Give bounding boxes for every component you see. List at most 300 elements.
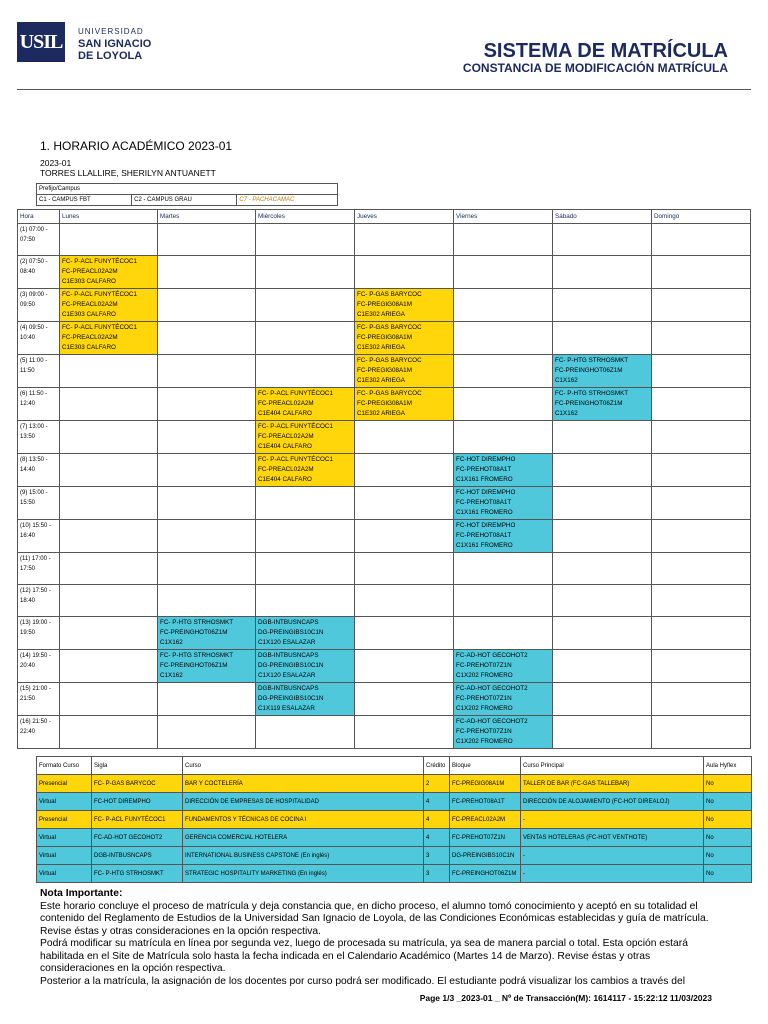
schedule-row xyxy=(18,520,751,553)
class-block-line: FC-PREINGHOT06Z1M xyxy=(160,662,228,669)
class-block-line: FC- P-HTG STRHOSMKT xyxy=(555,357,629,364)
empty-slot xyxy=(256,355,355,388)
empty-slot xyxy=(158,421,256,454)
campus-c2: C2 - CAMPUS GRAU xyxy=(132,195,237,206)
class-block-line: C1X162 xyxy=(160,639,183,646)
empty-slot xyxy=(158,289,256,322)
class-block-line: C1E303 CALFARO xyxy=(62,311,116,318)
class-block-line: C1X202 FROMERO xyxy=(456,705,513,712)
class-block-line: FC-AD-HOT GECOHOT2 xyxy=(456,652,528,659)
empty-slot xyxy=(355,585,454,617)
empty-slot xyxy=(652,585,751,617)
empty-slot xyxy=(454,617,553,650)
course-cell: No xyxy=(704,775,752,793)
course-cell: - xyxy=(521,847,704,865)
empty-slot xyxy=(454,553,553,585)
course-cell: FC-PREGIG08A1M xyxy=(450,775,521,793)
empty-slot xyxy=(158,520,256,553)
class-block-line: FC-PREINGHOT06Z1M xyxy=(555,400,623,407)
empty-slot xyxy=(158,454,256,487)
class-block-line: C1X202 FROMERO xyxy=(456,672,513,679)
course-row xyxy=(37,847,752,865)
course-cell: FC- P-ACL FUNYTÉCOC1 xyxy=(92,811,183,829)
empty-slot xyxy=(158,553,256,585)
course-cell: No xyxy=(704,847,752,865)
empty-slot xyxy=(553,289,652,322)
schedule-header-cell: Sábado xyxy=(553,210,652,224)
empty-slot xyxy=(256,585,355,617)
schedule-grid xyxy=(17,209,751,749)
course-cell: - xyxy=(521,811,704,829)
empty-slot xyxy=(60,520,158,553)
course-cell: TALLER DE BAR (FC-GAS TALLEBAR) xyxy=(521,775,704,793)
page-footer: Page 1/3 _2023-01 _ Nº de Transacción(M): 1614117 - 15:22:12 11/03/2023 xyxy=(419,993,712,1003)
schedule-row xyxy=(18,289,751,322)
empty-slot xyxy=(454,289,553,322)
class-block xyxy=(454,683,553,716)
note-title: Nota Importante: xyxy=(40,888,123,899)
class-block-line: C1X161 FROMERO xyxy=(456,542,513,549)
class-block-line: C1X161 FROMERO xyxy=(456,509,513,516)
class-block xyxy=(60,256,158,289)
empty-slot xyxy=(652,553,751,585)
note-paragraph: Posterior a la matrícula, la asignación de los docentes por curso podrá ser modificado. El estudiante podrá visualizar los cambios a través del xyxy=(40,975,686,987)
empty-slot xyxy=(652,289,751,322)
empty-slot xyxy=(355,256,454,289)
empty-slot xyxy=(652,716,751,749)
empty-slot xyxy=(553,585,652,617)
schedule-row xyxy=(18,553,751,585)
empty-slot xyxy=(355,650,454,683)
logo-line-3: DE LOYOLA xyxy=(78,50,143,62)
class-block xyxy=(256,421,355,454)
schedule-header-cell: Martes xyxy=(158,210,256,224)
class-block xyxy=(256,683,355,716)
empty-slot xyxy=(454,421,553,454)
empty-slot xyxy=(355,454,454,487)
student-name: TORRES LLALLIRE, SHERILYN ANTUANETT xyxy=(40,168,216,178)
class-block-line: C1E404 CALFARO xyxy=(258,476,312,483)
class-block-line: DGB-INTBUSNCAPS xyxy=(258,619,319,626)
course-cell: Virtual xyxy=(37,829,92,847)
empty-slot xyxy=(652,650,751,683)
empty-slot xyxy=(256,487,355,520)
empty-slot xyxy=(553,256,652,289)
schedule-row xyxy=(18,355,751,388)
class-block-line: FC-PREACL02A2M xyxy=(258,400,314,407)
class-block-line: C1E302 ARIEGA xyxy=(357,311,405,318)
class-block-line: FC-PREINGHOT06Z1M xyxy=(160,629,228,636)
class-block-line: FC-PREACL02A2M xyxy=(62,334,118,341)
class-block-line: C1X162 xyxy=(555,410,578,417)
course-row xyxy=(37,775,752,793)
class-block-line: FC-PREGIG08A1M xyxy=(357,334,412,341)
logo-line-2: SAN IGNACIO xyxy=(78,38,152,50)
course-row xyxy=(37,865,752,883)
course-cell: No xyxy=(704,865,752,883)
class-block-line: FC-PREHOT08A1T xyxy=(456,466,512,473)
empty-slot xyxy=(652,224,751,256)
empty-slot xyxy=(60,355,158,388)
class-block-line: FC-PREGIG08A1M xyxy=(357,301,412,308)
course-cell: 4 xyxy=(424,811,450,829)
course-cell: FC- P-HTG STRHOSMKT xyxy=(92,865,183,883)
class-block-line: DGB-INTBUSNCAPS xyxy=(258,652,319,659)
class-block-line: DG-PREINGIBS10C1N xyxy=(258,629,324,636)
empty-slot xyxy=(60,650,158,683)
empty-slot xyxy=(256,520,355,553)
course-cell: FUNDAMENTOS Y TÉCNICAS DE COCINA I xyxy=(183,811,424,829)
course-cell: BAR Y COCTELERÍA xyxy=(183,775,424,793)
class-block-line: FC- P-ACL FUNYTÉCOC1 xyxy=(62,324,137,331)
course-cell: Presencial xyxy=(37,775,92,793)
course-cell: DIRECCIÓN DE ALOJAMIENTO (FC-HOT DIREALOJ) xyxy=(521,793,704,811)
class-block-line: C1E303 CALFARO xyxy=(62,344,116,351)
note-paragraph: Este horario concluye el proceso de matrícula y deja constancia que, en dicho proceso, el alumno tomó conocimiento y aceptó en su totalidad el contenido del Reglamento de Estudios de la Universidad San Ignacio de Loyola, de las Condiciones Económicas establecidas y guía de matrícula. Revise éstas y otras consideraciones en la opción respectiva. xyxy=(40,900,709,937)
empty-slot xyxy=(60,585,158,617)
empty-slot xyxy=(158,683,256,716)
hour-cell: (10) 15:50 - 16:40 xyxy=(18,520,60,553)
empty-slot xyxy=(256,224,355,256)
course-cell: INTERNATIONAL BUSINESS CAPSTONE (En inglés) xyxy=(183,847,424,865)
class-block xyxy=(454,650,553,683)
course-cell: 4 xyxy=(424,829,450,847)
schedule-header-cell: Lunes xyxy=(60,210,158,224)
class-block-line: FC-PREACL02A2M xyxy=(62,268,118,275)
class-block-line: C1X202 FROMERO xyxy=(456,738,513,745)
course-cell: DIRECCIÓN DE EMPRESAS DE HOSPITALIDAD xyxy=(183,793,424,811)
class-block-line: C1X162 xyxy=(160,672,183,679)
empty-slot xyxy=(652,322,751,355)
empty-slot xyxy=(652,683,751,716)
course-cell: Virtual xyxy=(37,793,92,811)
hour-cell: (6) 11:50 - 12:40 xyxy=(18,388,60,421)
campus-header: Prefijo/Campus xyxy=(37,184,338,195)
campus-c1: C1 - CAMPUS FBT xyxy=(37,195,132,206)
course-cell: DG-PREINGIBS10C1N xyxy=(450,847,521,865)
class-block-line: FC- P-GAS BARYCOC xyxy=(357,291,422,298)
empty-slot xyxy=(60,553,158,585)
hour-cell: (12) 17:50 - 18:40 xyxy=(18,585,60,617)
empty-slot xyxy=(256,289,355,322)
empty-slot xyxy=(158,224,256,256)
class-block-line: C1X161 FROMERO xyxy=(456,476,513,483)
class-block xyxy=(355,388,454,421)
course-cell: 2 xyxy=(424,775,450,793)
schedule-row xyxy=(18,388,751,421)
class-block xyxy=(256,617,355,650)
empty-slot xyxy=(553,487,652,520)
university-logo: USIL xyxy=(17,22,65,62)
note-paragraph: Podrá modificar su matrícula en línea por segunda vez, luego de procesada su matrícula, ya sea de manera parcial o total. Esta opción estará habilitada en el Site de Matrícula solo hasta la fecha indicada en el Calendario Académico (Martes 14 de Marzo). Revise éstas y otras consideraciones en la opción respectiva. xyxy=(40,938,688,974)
empty-slot xyxy=(60,224,158,256)
courses-header-cell: Crédito xyxy=(424,757,450,775)
empty-slot xyxy=(355,421,454,454)
system-title: SISTEMA DE MATRÍCULA xyxy=(483,40,728,62)
class-block-line: FC- P-GAS BARYCOC xyxy=(357,390,422,397)
empty-slot xyxy=(454,355,553,388)
course-cell: Presencial xyxy=(37,811,92,829)
course-cell: Virtual xyxy=(37,847,92,865)
class-block-line: FC-PREACL02A2M xyxy=(258,466,314,473)
hour-cell: (14) 19:50 - 20:40 xyxy=(18,650,60,683)
empty-slot xyxy=(553,224,652,256)
courses-header-cell: Curso Principal xyxy=(521,757,704,775)
class-block-line: FC- P-ACL FUNYTÉCOC1 xyxy=(258,423,333,430)
schedule-header-cell: Domingo xyxy=(652,210,751,224)
empty-slot xyxy=(652,388,751,421)
class-block-line: FC-PREHOT08A1T xyxy=(456,532,512,539)
hour-cell: (9) 15:00 - 15:50 xyxy=(18,487,60,520)
empty-slot xyxy=(60,454,158,487)
class-block xyxy=(454,487,553,520)
schedule-header-cell: Viernes xyxy=(454,210,553,224)
logo-line-1: UNIVERSIDAD xyxy=(78,27,144,36)
empty-slot xyxy=(60,617,158,650)
empty-slot xyxy=(652,454,751,487)
class-block xyxy=(60,289,158,322)
class-block xyxy=(256,454,355,487)
class-block-line: FC-HOT DIREMPHO xyxy=(456,489,516,496)
class-block-line: FC- P-GAS BARYCOC xyxy=(357,324,422,331)
course-cell: GERENCIA COMERCIAL HOTELERA xyxy=(183,829,424,847)
class-block-line: FC-AD-HOT GECOHOT2 xyxy=(456,685,528,692)
empty-slot xyxy=(158,388,256,421)
class-block xyxy=(454,454,553,487)
class-block-line: FC-PREHOT07Z1N xyxy=(456,695,512,702)
schedule-row xyxy=(18,585,751,617)
class-block-line: C1X120 ESALAZAR xyxy=(258,672,316,679)
class-block xyxy=(355,322,454,355)
empty-slot xyxy=(355,683,454,716)
empty-slot xyxy=(454,585,553,617)
hour-cell: (5) 11:00 - 11:50 xyxy=(18,355,60,388)
class-block xyxy=(60,322,158,355)
class-block-line: FC-PREHOT07Z1N xyxy=(456,728,512,735)
schedule-row xyxy=(18,454,751,487)
header-divider xyxy=(17,89,751,90)
schedule-row xyxy=(18,617,751,650)
empty-slot xyxy=(60,716,158,749)
schedule-header-cell: Miércoles xyxy=(256,210,355,224)
empty-slot xyxy=(652,520,751,553)
class-block-line: C1X162 xyxy=(555,377,578,384)
class-block-line: C1E302 ARIEGA xyxy=(357,410,405,417)
course-cell: FC-PREINGHOT06Z1M xyxy=(450,865,521,883)
schedule-header-cell: Jueves xyxy=(355,210,454,224)
hour-cell: (3) 09:00 - 09:50 xyxy=(18,289,60,322)
empty-slot xyxy=(454,256,553,289)
class-block-line: FC- P-ACL FUNYTÉCOC1 xyxy=(258,456,333,463)
schedule-row xyxy=(18,716,751,749)
empty-slot xyxy=(553,650,652,683)
empty-slot xyxy=(652,487,751,520)
campus-c7: C7 - PACHACAMAC xyxy=(237,195,338,206)
schedule-row xyxy=(18,421,751,454)
class-block-line: FC- P-ACL FUNYTÉCOC1 xyxy=(258,390,333,397)
class-block xyxy=(256,650,355,683)
class-block-line: FC-PREGIG08A1M xyxy=(357,367,412,374)
empty-slot xyxy=(60,683,158,716)
class-block-line: C1X119 ESALAZAR xyxy=(258,705,315,712)
course-cell: No xyxy=(704,793,752,811)
course-cell: VENTAS HOTELERAS (FC-HOT VENTHOTE) xyxy=(521,829,704,847)
class-block-line: C1E302 ARIEGA xyxy=(357,344,405,351)
empty-slot xyxy=(652,617,751,650)
class-block-line: FC-AD-HOT GECOHOT2 xyxy=(456,718,528,725)
hour-cell: (16) 21:50 - 22:40 xyxy=(18,716,60,749)
schedule-row xyxy=(18,256,751,289)
class-block xyxy=(454,716,553,749)
hour-cell: (13) 19:00 - 19:50 xyxy=(18,617,60,650)
class-block-line: C1E302 ARIEGA xyxy=(357,377,405,384)
course-cell: No xyxy=(704,829,752,847)
course-cell: 4 xyxy=(424,793,450,811)
empty-slot xyxy=(158,487,256,520)
empty-slot xyxy=(60,388,158,421)
empty-slot xyxy=(256,256,355,289)
class-block-line: DGB-INTBUSNCAPS xyxy=(258,685,319,692)
class-block-line: C1E404 CALFARO xyxy=(258,443,312,450)
class-block-line: DG-PREINGIBS10C1N xyxy=(258,662,324,669)
class-block-line: FC- P-GAS BARYCOC xyxy=(357,357,422,364)
schedule-header-cell: Hora xyxy=(18,210,60,224)
course-cell: FC-AD-HOT GECOHOT2 xyxy=(92,829,183,847)
course-cell: No xyxy=(704,811,752,829)
empty-slot xyxy=(158,355,256,388)
class-block-line: FC- P-HTG STRHOSMKT xyxy=(160,619,234,626)
document-subtitle: CONSTANCIA DE MODIFICACIÓN MATRÍCULA xyxy=(462,61,728,75)
empty-slot xyxy=(355,520,454,553)
course-cell: FC-PREACL02A2M xyxy=(450,811,521,829)
class-block-line: C1E404 CALFARO xyxy=(258,410,312,417)
class-block-line: C1X120 ESALAZAR xyxy=(258,639,316,646)
schedule-row xyxy=(18,322,751,355)
class-block xyxy=(454,520,553,553)
hour-cell: (1) 07:00 - 07:50 xyxy=(18,224,60,256)
empty-slot xyxy=(355,716,454,749)
course-row xyxy=(37,811,752,829)
empty-slot xyxy=(256,553,355,585)
empty-slot xyxy=(60,421,158,454)
course-cell: Virtual xyxy=(37,865,92,883)
courses-table xyxy=(36,756,752,883)
course-cell: DGB-INTBUSNCAPS xyxy=(92,847,183,865)
empty-slot xyxy=(553,454,652,487)
section-title: 1. HORARIO ACADÉMICO 2023-01 xyxy=(40,139,233,153)
empty-slot xyxy=(355,553,454,585)
empty-slot xyxy=(553,322,652,355)
empty-slot xyxy=(454,322,553,355)
class-block-line: FC- P-ACL FUNYTÉCOC1 xyxy=(62,258,137,265)
course-cell: - xyxy=(521,865,704,883)
empty-slot xyxy=(652,256,751,289)
class-block-line: FC- P-ACL FUNYTÉCOC1 xyxy=(62,291,137,298)
empty-slot xyxy=(158,585,256,617)
schedule-row xyxy=(18,683,751,716)
course-cell: FC-HOT DIREMPHO xyxy=(92,793,183,811)
class-block xyxy=(158,617,256,650)
schedule-row xyxy=(18,224,751,256)
empty-slot xyxy=(256,716,355,749)
class-block xyxy=(553,388,652,421)
courses-header-cell: Formato Curso xyxy=(37,757,92,775)
courses-header-cell: Sigla xyxy=(92,757,183,775)
class-block-line: FC- P-HTG STRHOSMKT xyxy=(160,652,234,659)
course-cell: FC-PREHOT08A1T xyxy=(450,793,521,811)
courses-header-cell: Aula Hyflex xyxy=(704,757,752,775)
empty-slot xyxy=(60,487,158,520)
academic-period: 2023-01 xyxy=(40,158,72,168)
empty-slot xyxy=(553,520,652,553)
class-block-line: FC-HOT DIREMPHO xyxy=(456,522,516,529)
empty-slot xyxy=(553,683,652,716)
courses-header-cell: Curso xyxy=(183,757,424,775)
class-block-line: FC-PREACL02A2M xyxy=(258,433,314,440)
class-block-line: FC-PREHOT08A1T xyxy=(456,499,512,506)
university-name xyxy=(78,26,151,62)
course-cell: 3 xyxy=(424,847,450,865)
class-block-line: FC-PREINGHOT06Z1M xyxy=(555,367,623,374)
empty-slot xyxy=(158,716,256,749)
empty-slot xyxy=(256,322,355,355)
class-block xyxy=(355,355,454,388)
hour-cell: (2) 07:50 - 08:40 xyxy=(18,256,60,289)
class-block-line: FC-PREACL02A2M xyxy=(62,301,118,308)
empty-slot xyxy=(652,355,751,388)
important-note xyxy=(40,888,720,988)
class-block-line: FC-PREGIG08A1M xyxy=(357,400,412,407)
schedule-row xyxy=(18,487,751,520)
empty-slot xyxy=(553,553,652,585)
course-row xyxy=(37,793,752,811)
class-block xyxy=(553,355,652,388)
schedule-row xyxy=(18,650,751,683)
class-block-line: C1E303 CALFARO xyxy=(62,278,116,285)
class-block xyxy=(355,289,454,322)
course-cell: FC- P-GAS BARYCOC xyxy=(92,775,183,793)
empty-slot xyxy=(355,224,454,256)
campus-table xyxy=(36,183,338,206)
class-block-line: DG-PREINGIBS10C1N xyxy=(258,695,324,702)
hour-cell: (7) 13:00 - 13:50 xyxy=(18,421,60,454)
course-row xyxy=(37,829,752,847)
class-block-line: FC-PREHOT07Z1N xyxy=(456,662,512,669)
empty-slot xyxy=(553,617,652,650)
empty-slot xyxy=(553,716,652,749)
empty-slot xyxy=(652,421,751,454)
empty-slot xyxy=(355,487,454,520)
class-block-line: FC-HOT DIREMPHO xyxy=(456,456,516,463)
class-block-line: FC- P-HTG STRHOSMKT xyxy=(555,390,629,397)
hour-cell: (4) 09:50 - 10:40 xyxy=(18,322,60,355)
course-cell: FC-PREHOT07Z1N xyxy=(450,829,521,847)
empty-slot xyxy=(553,421,652,454)
hour-cell: (11) 17:00 - 17:50 xyxy=(18,553,60,585)
empty-slot xyxy=(355,617,454,650)
hour-cell: (15) 21:00 - 21:50 xyxy=(18,683,60,716)
empty-slot xyxy=(454,388,553,421)
course-cell: STRATEGIC HOSPITALITY MARKETING (En inglés) xyxy=(183,865,424,883)
empty-slot xyxy=(158,322,256,355)
empty-slot xyxy=(158,256,256,289)
student-info xyxy=(40,158,216,178)
class-block xyxy=(256,388,355,421)
class-block xyxy=(158,650,256,683)
hour-cell: (8) 13:50 - 14:40 xyxy=(18,454,60,487)
courses-header-cell: Bloque xyxy=(450,757,521,775)
empty-slot xyxy=(454,224,553,256)
